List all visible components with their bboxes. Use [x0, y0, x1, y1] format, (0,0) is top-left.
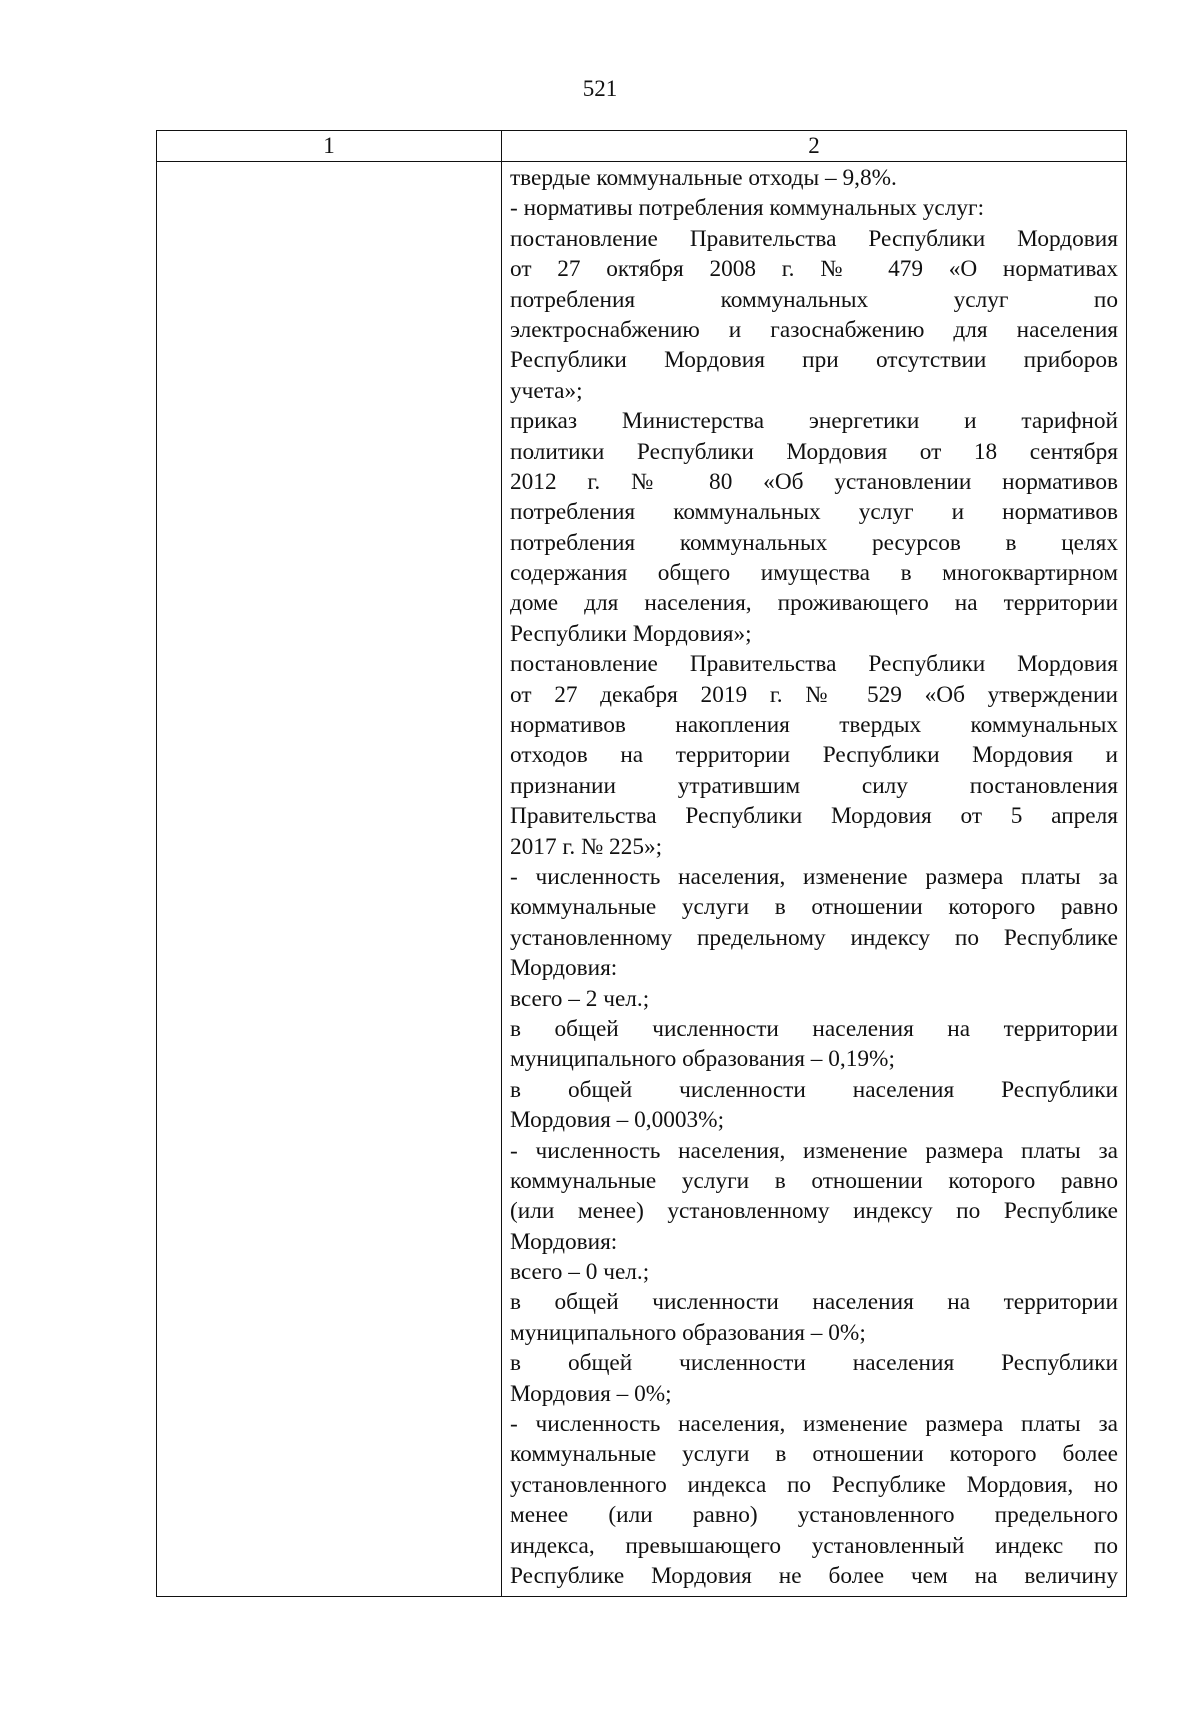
page-number: 521: [582, 76, 618, 101]
text-line: менее (или равно) установленного предельного: [510, 1502, 1118, 1529]
text-line: 2012 г. № 80 «Об установлении нормативов: [510, 468, 1118, 495]
text-line: постановление Правительства Республики Мордовия: [510, 225, 1118, 252]
text-line: постановление Правительства Республики Мордовия: [510, 651, 1118, 678]
text-line: коммунальные услуги в отношении которого равно: [510, 1167, 1118, 1194]
text-line: - нормативы потребления коммунальных услуг:: [510, 195, 985, 222]
column-2-text: [510, 163, 1118, 1591]
text-line: в общей численности населения Республики: [510, 1350, 1118, 1377]
text-line: Республике Мордовия не более чем на величину: [510, 1562, 1118, 1589]
text-line: 2017 г. № 225»;: [510, 833, 663, 860]
column-1-cell: [157, 162, 502, 1597]
text-line: Мордовия – 0%;: [510, 1380, 672, 1407]
text-line: Республики Мордовия при отсутствии приборов: [510, 347, 1118, 374]
text-line: учета»;: [510, 377, 583, 404]
text-line: - численность населения, изменение размера платы за: [510, 1411, 1118, 1438]
text-line: от 27 октября 2008 г. № 479 «О нормативах: [510, 256, 1118, 283]
content-table: [156, 130, 1127, 1597]
text-line: всего – 0 чел.;: [510, 1259, 650, 1286]
text-line: Мордовия – 0,0003%;: [510, 1107, 725, 1134]
text-line: установленному предельному индексу по Республике: [510, 924, 1118, 951]
column-header-1: 1: [157, 131, 502, 162]
text-line: от 27 декабря 2019 г. № 529 «Об утверждении: [510, 681, 1118, 708]
text-line: в общей численности населения на территории: [510, 1289, 1118, 1316]
text-line: коммунальные услуги в отношении которого равно: [510, 894, 1118, 921]
text-line: (или менее) установленному индексу по Республике: [510, 1198, 1118, 1225]
text-line: твердые коммунальные отходы – 9,8%.: [510, 165, 897, 191]
text-line: Мордовия:: [510, 1228, 618, 1255]
text-line: индекса, превышающего установленный индекс по: [510, 1532, 1118, 1559]
text-line: - численность населения, изменение размера платы за: [510, 863, 1118, 890]
text-line: Правительства Республики Мордовия от 5 апреля: [510, 803, 1118, 830]
text-line: потребления коммунальных услуг и нормативов: [510, 499, 1118, 526]
text-line: всего – 2 чел.;: [510, 985, 650, 1012]
text-line: коммунальные услуги в отношении которого более: [510, 1441, 1118, 1468]
column-header-2: 2: [502, 131, 1127, 162]
text-line: электроснабжению и газоснабжению для населения: [510, 316, 1118, 343]
text-line: установленного индекса по Республике Мордовия, но: [510, 1471, 1118, 1498]
text-line: в общей численности населения на территории: [510, 1015, 1118, 1042]
text-line: муниципального образования – 0%;: [510, 1319, 866, 1346]
text-line: потребления коммунальных услуг по: [510, 286, 1118, 313]
text-line: политики Республики Мордовия от 18 сентября: [510, 438, 1118, 465]
text-line: Мордовия:: [510, 955, 618, 982]
text-line: потребления коммунальных ресурсов в целях: [510, 529, 1118, 556]
text-line: признании утратившим силу постановления: [510, 772, 1118, 799]
text-line: содержания общего имущества в многоквартирном: [510, 560, 1118, 587]
text-line: - численность населения, изменение размера платы за: [510, 1137, 1118, 1164]
table-header-row: [157, 131, 1127, 162]
text-line: муниципального образования – 0,19%;: [510, 1046, 895, 1073]
text-line: приказ Министерства энергетики и тарифной: [510, 408, 1118, 435]
text-line: Республики Мордовия»;: [510, 620, 752, 647]
text-line: доме для населения, проживающего на территории: [510, 590, 1118, 617]
text-line: нормативов накопления твердых коммунальных: [510, 712, 1118, 739]
text-line: отходов на территории Республики Мордовия и: [510, 742, 1118, 769]
text-line: в общей численности населения Республики: [510, 1076, 1118, 1103]
table-row: [157, 162, 1127, 1597]
column-2-cell: [502, 162, 1127, 1597]
